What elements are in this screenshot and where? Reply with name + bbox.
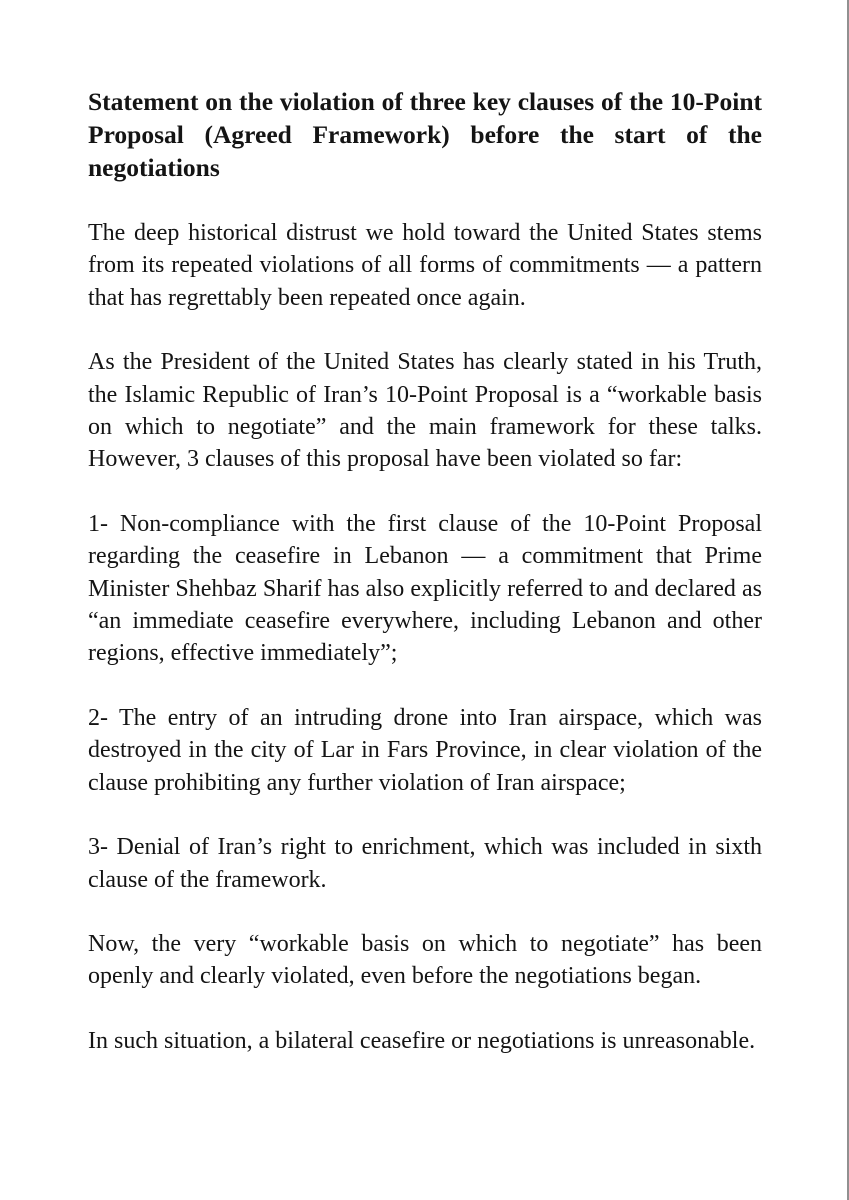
paragraph-point-2: 2- The entry of an intruding drone into Iran airspace, which was destroyed in the city of Lar in Fars Province, in clear violation of the clause prohibiting any further violation of Iran airspace; — [88, 704, 762, 796]
paragraph-closing: In such situation, a bilateral ceasefire or negotiations is unreasonable. — [88, 1027, 756, 1054]
paragraph-point-1: 1- Non-compliance with the first clause of the 10-Point Proposal regarding the ceasefire in Lebanon — a commitment that Prime Minister Shehbaz Sharif has also explicitly referred to and declared as “an immediate ceasefire everywhere, including Lebanon and other regions, effective immediately”; — [88, 510, 762, 667]
paragraph-conclusion: Now, the very “workable basis on which to negotiate” has been openly and clearly violated, even before the negotiations began. — [88, 930, 762, 990]
paragraph-context: As the President of the United States has clearly stated in his Truth, the Islamic Republic of Iran’s 10-Point Proposal is a “workable basis on which to negotiate” and the main framework for these talks. However, 3 clauses of this proposal have been violated so far: — [88, 349, 762, 473]
paragraph-intro: The deep historical distrust we hold toward the United States stems from its repeated violations of all forms of commitments — a pattern that has regrettably been repeated once again. — [88, 220, 762, 311]
statement-heading: Statement on the violation of three key clauses of the 10-Point Proposal (Agreed Framework) before the start of the negotiations — [88, 87, 762, 182]
paragraph-point-3: 3- Denial of Iran’s right to enrichment, which was included in sixth clause of the framework. — [88, 834, 762, 893]
